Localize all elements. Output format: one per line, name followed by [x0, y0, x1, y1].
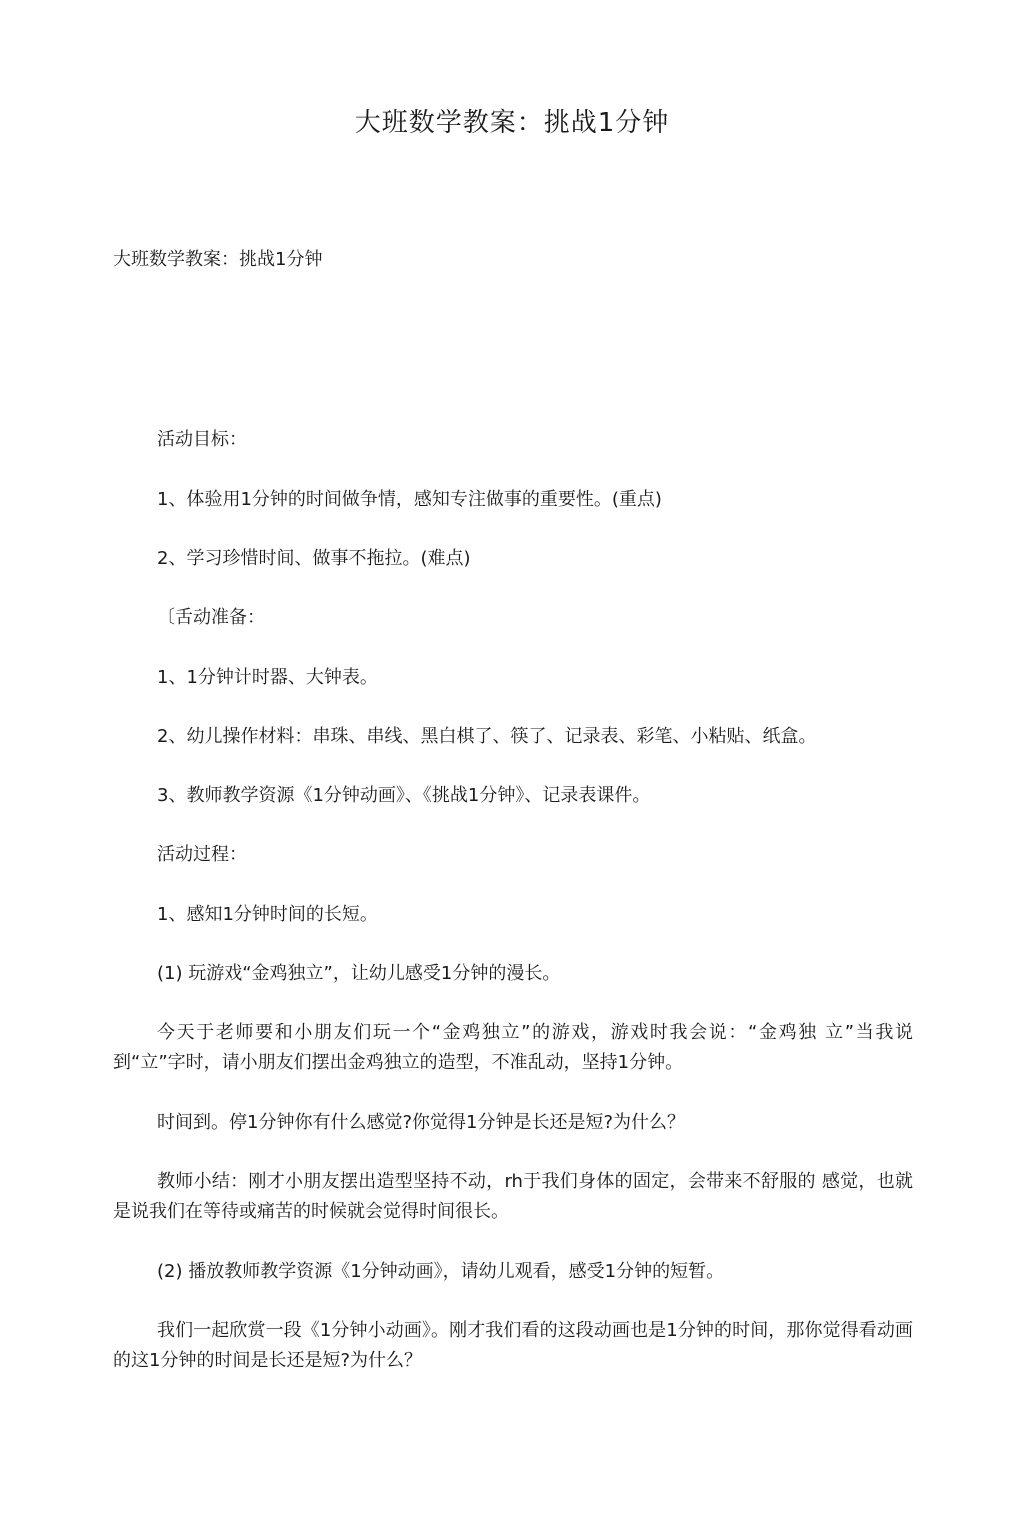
paragraph-teacher-summary: 教师小结：刚才小朋友摆出造型坚持不动，rh于我们身体的固定，会带来不舒服的 感觉，也就是说我们在等待或痛苦的时候就会觉得时间很长。: [113, 1171, 913, 1222]
paragraph-game-intro: 今天于老师要和小朋友们玩一个“金鸡独立”的游戏，游戏时我会说：“金鸡独 立”当我说到“立”字时，请小朋友们摆出金鸡独立的造型，不准乱动，坚持1分钟。: [113, 1022, 913, 1073]
process-heading: 活动过程：: [157, 844, 247, 865]
process-step-1-1: (1) 玩游戏“金鸡独立”，让幼儿感受1分钟的漫长。: [157, 963, 561, 984]
document-title: 大班数学教案：挑战1分钟: [354, 108, 670, 138]
goals-heading: 活动目标：: [157, 429, 247, 450]
goal-item-1: 1、体验用1分钟的时间做争情，感知专注做事的重要性。(重点): [157, 489, 662, 510]
document-subtitle: 大班数学教案：挑战1分钟: [113, 249, 323, 270]
prep-item-2: 2、幼儿操作材料：串珠、串线、黑白棋了、筷了、记录表、彩笔、小粘贴、纸盒。: [157, 726, 817, 747]
goal-item-2: 2、学习珍惜时间、做事不拖拉。(难点): [157, 548, 471, 569]
process-step-1: 1、感知1分钟时间的长短。: [157, 904, 378, 925]
paragraph-question: 时间到。停1分钟你有什么感觉?你觉得1分钟是长还是短?为什么？: [157, 1112, 686, 1133]
process-step-1-2: (2) 播放教师教学资源《1分钟动画》，请幼儿观看，感受1分钟的短暂。: [157, 1261, 725, 1282]
prep-heading: 〔舌动准备：: [157, 607, 265, 628]
prep-item-1: 1、1分钟计时器、大钟表。: [157, 667, 378, 688]
prep-item-3: 3、教师教学资源《1分钟动画》、《挑战1分钟》、记录表课件。: [157, 785, 651, 806]
paragraph-animation: 我们一起欣赏一段《1分钟小动画》。刚才我们看的这段动画也是1分钟的时间，那你觉得看动画的这1分钟的时间是长还是短?为什么？: [113, 1320, 913, 1371]
